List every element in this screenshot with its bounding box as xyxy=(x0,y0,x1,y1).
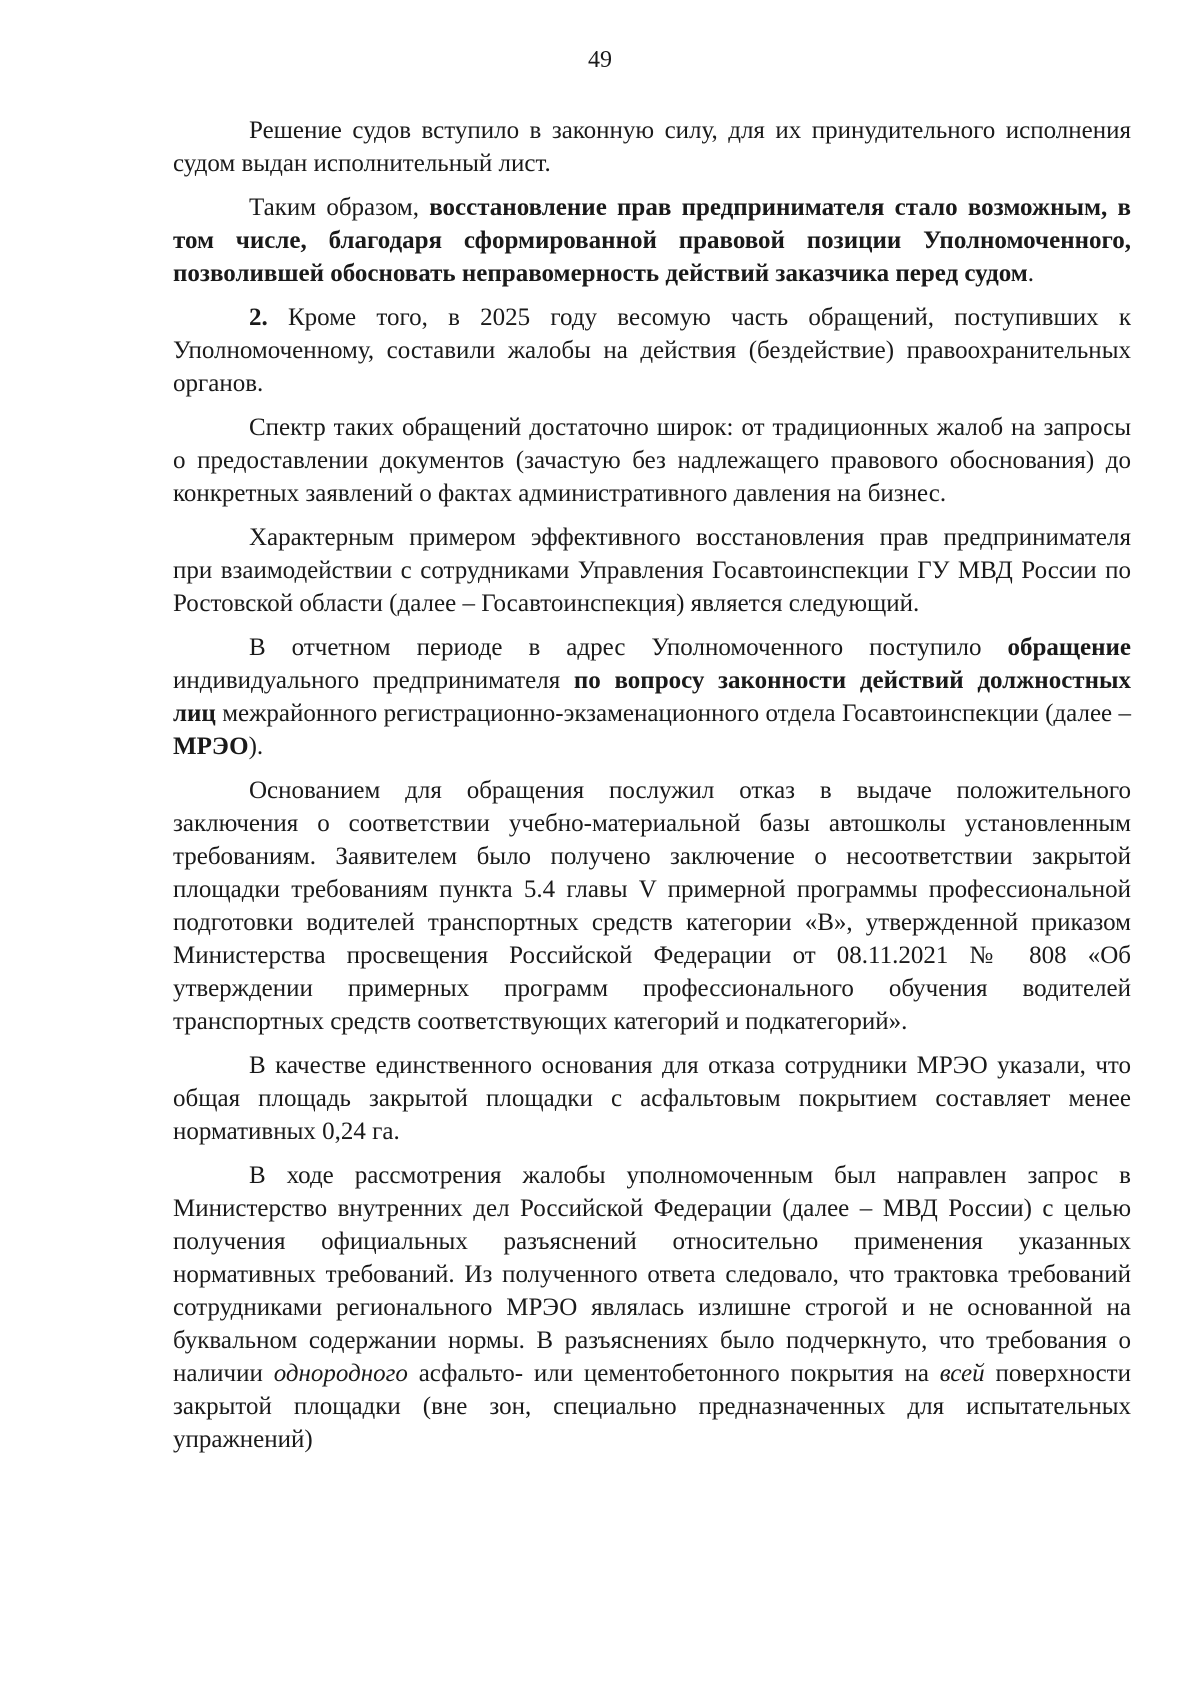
paragraph-p5 xyxy=(173,521,1131,620)
italic-text-run: однородного xyxy=(273,1360,408,1387)
paragraph-p2 xyxy=(173,191,1131,290)
text-run: В ходе рассмотрения жалобы уполномоченным был направлен запрос в Министерство внутренних дел Российской Федерации (далее – МВД России) с целью получения официальных разъяснений относительно применения указанных нормативных требований. Из полученного ответа следовало, что трактовка требований сотрудниками регионального МРЭО являлась излишне строгой и не основанной на буквальном содержании нормы. В разъяснениях было подчеркнуто, что требования о наличии xyxy=(173,1162,1131,1387)
text-run: Основанием для обращения послужил отказ в выдаче положительного заключения о соответствии учебно-материальной базы автошколы установленным требованиям. Заявителем было получено заключение о несоответствии закрытой площадки требованиям пункта 5.4 главы V примерной программы профессиональной подготовки водителей транспортных средств категории «B», утвержденной приказом Министерства просвещения Российской Федерации от 08.11.2021 № 808 «Об утверждении примерных программ профессионального обучения водителей транспортных средств соответствующих категорий и подкатегорий». xyxy=(173,777,1131,1035)
document-body xyxy=(173,114,1131,1467)
paragraph-p6 xyxy=(173,631,1131,763)
text-run: В качестве единственного основания для отказа сотрудники МРЭО указали, что общая площадь закрытой площадки с асфальтовым покрытием составляет менее нормативных 0,24 га. xyxy=(173,1052,1131,1145)
page-number: 49 xyxy=(588,47,612,73)
text-run: Спектр таких обращений достаточно широк: от традиционных жалоб на запросы о предоставлении документов (зачастую без надлежащего правового обоснования) до конкретных заявлений о фактах административного давления на бизнес. xyxy=(173,414,1131,507)
paragraph-p4 xyxy=(173,411,1131,510)
bold-text-run: восстановление прав предпринимателя стало возможным, в том числе, благодаря сформированной правовой позиции Уполномоченного, позволившей обосновать неправомерность действий заказчика перед судом xyxy=(173,194,1131,287)
paragraph-p3 xyxy=(173,301,1131,400)
text-run: ). xyxy=(248,733,264,760)
paragraph-p1 xyxy=(173,114,1131,180)
text-run: Характерным примером эффективного восстановления прав предпринимателя при взаимодействии с сотрудниками Управления Госавтоинспекции ГУ МВД России по Ростовской области (далее – Госавтоинспекция) является следующий. xyxy=(173,524,1131,617)
italic-text-run: всей xyxy=(939,1360,985,1387)
bold-text-run: 2. xyxy=(249,304,268,331)
text-run: Решение судов вступило в законную силу, для их принудительного исполнения судом выдан исполнительный лист. xyxy=(173,117,1131,177)
text-run: поверхности закрытой площадки (вне зон, специально предназначенных для испытательных упражнений) xyxy=(173,1360,1131,1453)
text-run: межрайонного регистрационно-экзаменационного отдела Госавтоинспекции (далее – xyxy=(215,700,1131,727)
text-run: . xyxy=(1027,260,1035,287)
paragraph-p9 xyxy=(173,1159,1131,1456)
text-run: Таким образом, xyxy=(249,194,430,221)
paragraph-p8 xyxy=(173,1049,1131,1148)
text-run: индивидуального предпринимателя xyxy=(173,667,574,694)
bold-text-run: МРЭО xyxy=(173,733,249,760)
text-run: асфальто- или цементобетонного покрытия на xyxy=(407,1360,940,1387)
text-run: В отчетном периоде в адрес Уполномоченного поступило xyxy=(249,634,1008,661)
paragraph-p7 xyxy=(173,774,1131,1038)
bold-text-run: обращение xyxy=(1007,634,1131,661)
bold-text-run: по вопросу законности действий должностных лиц xyxy=(173,667,1132,727)
text-run: Кроме того, в 2025 году весомую часть обращений, поступивших к Уполномоченному, составили жалобы на действия (бездействие) правоохранительных органов. xyxy=(173,304,1131,397)
